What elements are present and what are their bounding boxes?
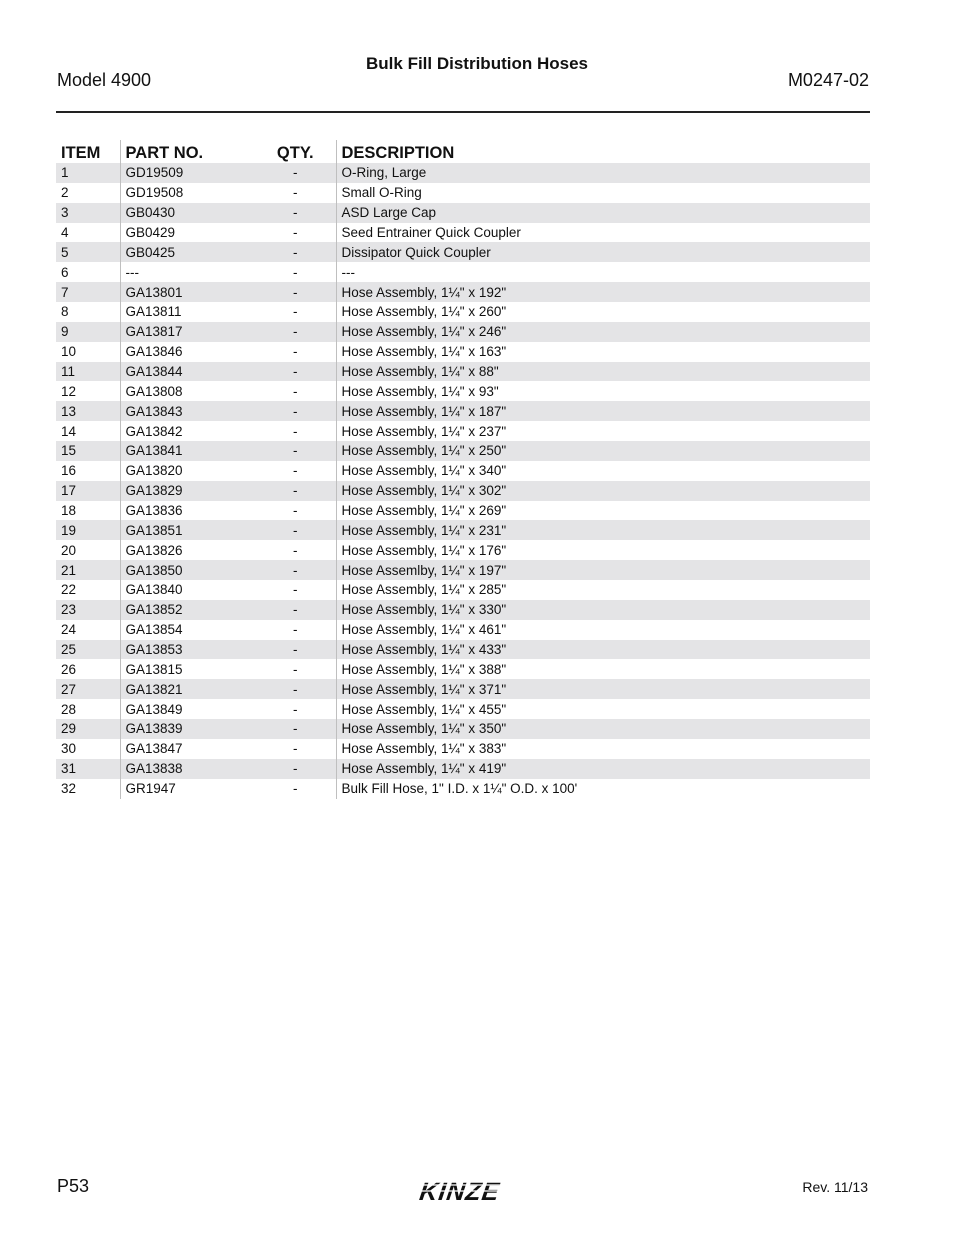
quantity-cell: - bbox=[255, 441, 336, 461]
table-row bbox=[56, 580, 870, 600]
part-number-cell: GA13826 bbox=[120, 540, 255, 560]
quantity-cell: - bbox=[293, 582, 298, 598]
quantity-cell: - bbox=[255, 481, 336, 501]
description-cell: Hose Assembly, 1¼" x 340" bbox=[336, 461, 870, 481]
table-row bbox=[56, 262, 870, 282]
part-number-cell: GD19509 bbox=[120, 163, 255, 183]
table-row bbox=[56, 679, 870, 699]
description-cell: Hose Assembly, 1¼" x 419" bbox=[336, 759, 870, 779]
quantity-cell: - bbox=[293, 463, 298, 479]
quantity-cell: - bbox=[255, 282, 336, 302]
description-cell: Seed Entrainer Quick Coupler bbox=[336, 223, 870, 243]
description-cell: ASD Large Cap bbox=[336, 203, 870, 223]
quantity-cell: - bbox=[255, 163, 336, 183]
document-number: M0247-02 bbox=[787, 70, 869, 90]
page-number: P53 bbox=[57, 1176, 90, 1196]
parts-table bbox=[56, 140, 870, 799]
page-title: Bulk Fill Distribution Hoses bbox=[366, 54, 588, 73]
description-cell: Hose Assembly, 1¼" x 269" bbox=[336, 501, 870, 521]
part-number-cell: GA13841 bbox=[120, 441, 255, 461]
item-cell: 28 bbox=[61, 701, 77, 717]
part-number-cell: GA13843 bbox=[120, 401, 255, 421]
quantity-cell: - bbox=[255, 560, 336, 580]
item-cell: 7 bbox=[56, 282, 120, 302]
table-row bbox=[56, 441, 870, 461]
item-cell: 25 bbox=[56, 640, 120, 660]
part-number-cell: GA13821 bbox=[120, 679, 255, 699]
description-cell: Hose Assembly, 1¼" x 88" bbox=[336, 362, 870, 382]
part-number-cell: GA13853 bbox=[120, 640, 255, 660]
part-number-cell: GB0429 bbox=[120, 223, 255, 243]
description-cell: O-Ring, Large bbox=[336, 163, 870, 183]
quantity-cell: - bbox=[255, 679, 336, 699]
table-row bbox=[56, 242, 870, 262]
quantity-cell: - bbox=[255, 640, 336, 660]
description-cell: Hose Assembly, 1¼" x 371" bbox=[336, 679, 870, 699]
item-cell: 1 bbox=[56, 163, 120, 183]
table-row bbox=[56, 223, 870, 243]
kinze-logo-text: KINZE bbox=[417, 1178, 502, 1206]
part-number-cell: GA13842 bbox=[120, 421, 255, 441]
part-number-cell: GA13815 bbox=[120, 659, 255, 679]
item-cell: 12 bbox=[61, 383, 77, 399]
item-cell: 26 bbox=[61, 661, 77, 677]
quantity-cell: - bbox=[293, 781, 298, 797]
description-cell: Hose Assembly, 1¼" x 455" bbox=[336, 699, 870, 719]
description-cell: Bulk Fill Hose, 1" I.D. x 1¼" O.D. x 100' bbox=[336, 779, 870, 799]
item-cell: 23 bbox=[56, 600, 120, 620]
item-cell: 16 bbox=[61, 463, 77, 479]
description-cell: Hose Assembly, 1¼" x 388" bbox=[336, 659, 870, 679]
description-cell: Hose Assembly, 1¼" x 187" bbox=[336, 401, 870, 421]
item-cell: 3 bbox=[56, 203, 120, 223]
table-row bbox=[56, 421, 870, 441]
table-row bbox=[56, 282, 870, 302]
item-cell: 9 bbox=[56, 322, 120, 342]
part-number-cell: GB0430 bbox=[120, 203, 255, 223]
model-label: Model 4900 bbox=[57, 70, 152, 90]
table-row bbox=[56, 481, 870, 501]
quantity-cell: - bbox=[255, 600, 336, 620]
table-row bbox=[56, 640, 870, 660]
part-number-column-header: PART NO. bbox=[120, 140, 255, 163]
quantity-cell: - bbox=[293, 304, 298, 320]
description-cell: Hose Assembly, 1¼" x 461" bbox=[336, 620, 870, 640]
table-row bbox=[56, 401, 870, 421]
quantity-cell: - bbox=[255, 759, 336, 779]
quantity-cell: - bbox=[293, 701, 298, 717]
description-cell: Hose Assembly, 1¼" x 250" bbox=[336, 441, 870, 461]
header-divider bbox=[56, 111, 870, 113]
table-row bbox=[56, 461, 870, 481]
item-cell: 18 bbox=[61, 503, 77, 519]
table-row bbox=[56, 381, 870, 401]
item-cell: 4 bbox=[61, 225, 69, 240]
item-cell: 11 bbox=[56, 362, 120, 382]
part-number-cell: GR1947 bbox=[120, 779, 255, 799]
part-number-cell: GA13846 bbox=[120, 342, 255, 362]
item-cell: 24 bbox=[61, 622, 77, 638]
description-cell: Hose Assembly, 1¼" x 330" bbox=[336, 600, 870, 620]
item-cell: 8 bbox=[61, 304, 69, 320]
description-cell: Hose Assembly, 1¼" x 383" bbox=[336, 739, 870, 759]
description-cell: Hose Assembly, 1¼" x 302" bbox=[336, 481, 870, 501]
item-cell: 5 bbox=[56, 242, 120, 262]
table-row bbox=[56, 719, 870, 739]
description-cell: Hose Assembly, 1¼" x 260" bbox=[336, 302, 870, 322]
description-cell: Hose Assembly, 1¼" x 350" bbox=[336, 719, 870, 739]
quantity-column-header: QTY. bbox=[276, 144, 314, 162]
description-cell: Hose Assembly, 1¼" x 433" bbox=[336, 640, 870, 660]
quantity-cell: - bbox=[255, 719, 336, 739]
table-row bbox=[56, 620, 870, 640]
table-row bbox=[56, 600, 870, 620]
table-header-row bbox=[56, 140, 870, 163]
item-cell: 20 bbox=[61, 542, 77, 558]
description-cell: Dissipator Quick Coupler bbox=[336, 242, 870, 262]
quantity-cell: - bbox=[293, 622, 298, 638]
item-cell: 6 bbox=[61, 264, 69, 280]
part-number-cell: GA13850 bbox=[120, 560, 255, 580]
quantity-cell: - bbox=[255, 242, 336, 262]
description-cell: Hose Assembly, 1¼" x 93" bbox=[336, 381, 870, 401]
description-cell: Hose Assembly, 1¼" x 176" bbox=[336, 540, 870, 560]
quantity-cell: - bbox=[255, 322, 336, 342]
item-cell: 21 bbox=[56, 560, 120, 580]
description-cell: Hose Assembly, 1¼" x 231" bbox=[336, 520, 870, 540]
part-number-cell: GA13851 bbox=[120, 520, 255, 540]
quantity-cell: - bbox=[293, 225, 298, 240]
table-row bbox=[56, 759, 870, 779]
revision-label: Rev. 11/13 bbox=[802, 1179, 868, 1195]
table-row bbox=[56, 342, 870, 362]
quantity-cell: - bbox=[255, 203, 336, 223]
item-cell: 29 bbox=[56, 719, 120, 739]
table-row bbox=[56, 322, 870, 342]
item-cell: 32 bbox=[61, 781, 77, 797]
part-number-cell: GA13849 bbox=[120, 699, 255, 719]
part-number-cell: GA13801 bbox=[120, 282, 255, 302]
description-cell: Hose Assembly, 1¼" x 285" bbox=[336, 580, 870, 600]
part-number-cell: GA13838 bbox=[120, 759, 255, 779]
part-number-cell: GA13820 bbox=[120, 461, 255, 481]
part-number-cell: --- bbox=[120, 262, 255, 282]
quantity-cell: - bbox=[293, 344, 298, 360]
quantity-cell: - bbox=[255, 401, 336, 421]
table-row bbox=[56, 501, 870, 521]
quantity-cell: - bbox=[293, 185, 298, 201]
quantity-cell: - bbox=[255, 520, 336, 540]
quantity-cell: - bbox=[293, 741, 298, 757]
table-row bbox=[56, 540, 870, 560]
table-row bbox=[56, 520, 870, 540]
table-row bbox=[56, 779, 870, 799]
item-cell: 14 bbox=[61, 423, 77, 439]
part-number-cell: GA13811 bbox=[120, 302, 255, 322]
part-number-cell: GA13840 bbox=[120, 580, 255, 600]
item-cell: 22 bbox=[61, 582, 77, 598]
item-cell: 15 bbox=[56, 441, 120, 461]
quantity-cell: - bbox=[293, 423, 298, 439]
description-column-header: DESCRIPTION bbox=[336, 140, 870, 163]
table-row bbox=[56, 659, 870, 679]
table-row bbox=[56, 560, 870, 580]
part-number-cell: GA13817 bbox=[120, 322, 255, 342]
item-column-header: ITEM bbox=[61, 144, 101, 162]
table-row bbox=[56, 739, 870, 759]
item-cell: 17 bbox=[56, 481, 120, 501]
part-number-cell: GA13839 bbox=[120, 719, 255, 739]
description-cell: --- bbox=[336, 262, 870, 282]
quantity-cell: - bbox=[255, 362, 336, 382]
description-cell: Hose Assembly, 1¼" x 246" bbox=[336, 322, 870, 342]
table-row bbox=[56, 362, 870, 382]
item-cell: 10 bbox=[61, 344, 77, 360]
description-cell: Hose Assemlby, 1¼" x 197" bbox=[336, 560, 870, 580]
item-cell: 30 bbox=[61, 741, 77, 757]
part-number-cell: GA13847 bbox=[120, 739, 255, 759]
quantity-cell: - bbox=[293, 503, 298, 519]
part-number-cell: GA13829 bbox=[120, 481, 255, 501]
quantity-cell: - bbox=[293, 661, 298, 677]
description-cell: Hose Assembly, 1¼" x 163" bbox=[336, 342, 870, 362]
item-cell: 2 bbox=[61, 185, 69, 201]
part-number-cell: GA13844 bbox=[120, 362, 255, 382]
part-number-cell: GA13852 bbox=[120, 600, 255, 620]
part-number-cell: GA13808 bbox=[120, 381, 255, 401]
item-cell: 13 bbox=[56, 401, 120, 421]
item-cell: 27 bbox=[56, 679, 120, 699]
item-cell: 19 bbox=[56, 520, 120, 540]
quantity-cell: - bbox=[293, 383, 298, 399]
quantity-cell: - bbox=[293, 264, 298, 280]
item-cell: 31 bbox=[56, 759, 120, 779]
table-row bbox=[56, 302, 870, 322]
part-number-cell: GD19508 bbox=[120, 183, 255, 203]
description-cell: Small O-Ring bbox=[336, 183, 870, 203]
description-cell: Hose Assembly, 1¼" x 237" bbox=[336, 421, 870, 441]
part-number-cell: GB0425 bbox=[120, 242, 255, 262]
quantity-cell: - bbox=[293, 542, 298, 558]
table-row bbox=[56, 699, 870, 719]
part-number-cell: GA13854 bbox=[120, 620, 255, 640]
description-cell: Hose Assembly, 1¼" x 192" bbox=[336, 282, 870, 302]
kinze-logo bbox=[402, 1176, 522, 1206]
part-number-cell: GA13836 bbox=[120, 501, 255, 521]
table-row bbox=[56, 183, 870, 203]
parts-table-body bbox=[56, 163, 870, 799]
table-row bbox=[56, 163, 870, 183]
table-row bbox=[56, 203, 870, 223]
